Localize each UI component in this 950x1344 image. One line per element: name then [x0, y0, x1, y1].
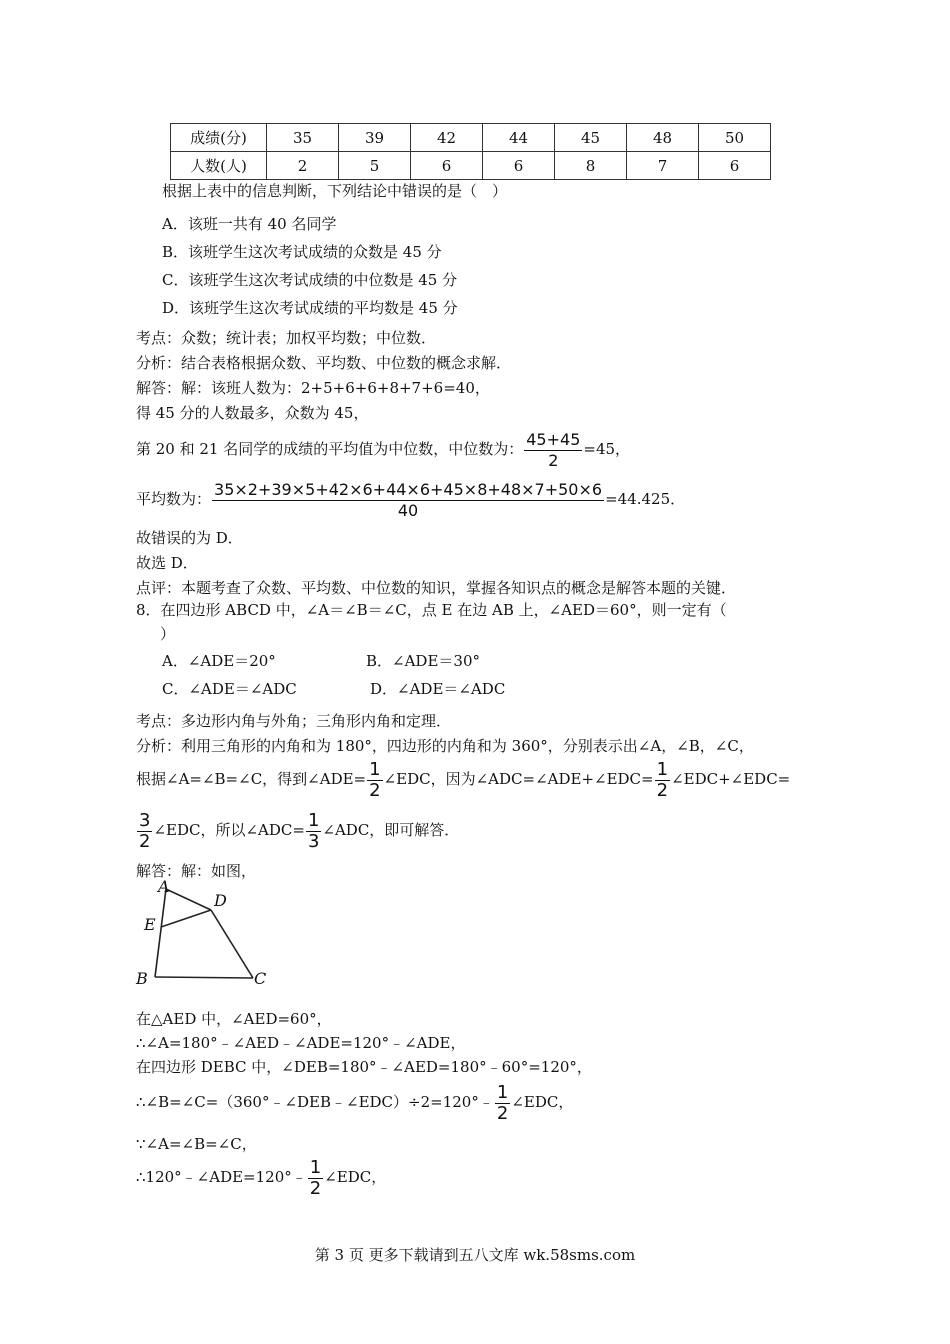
fraction-denominator: 2 [548, 450, 559, 470]
page-footer: 第 3 页 更多下载请到五八文库 wk.58sms.com [314, 1246, 636, 1264]
mean-result: =44.425． [605, 490, 686, 508]
table-cell: 7 [627, 152, 699, 180]
fraction-numerator: 1 [307, 809, 320, 831]
table-header-cell: 人数(人) [171, 152, 267, 180]
table-cell: 6 [699, 152, 771, 180]
fenxi-text: ∠EDC，所以∠ADC= [153, 821, 305, 839]
q8-step-3: 在四边形 DEBC 中，∠DEB=180°﹣∠AED=180°﹣60°=120°， [136, 1058, 592, 1076]
fraction-denominator: 2 [309, 1177, 322, 1199]
table-cell: 6 [411, 152, 483, 180]
fraction-numerator: 3 [139, 809, 151, 831]
half-fraction [495, 1083, 510, 1124]
fraction-numerator: 45+45 [526, 429, 581, 449]
q7-dianping: 点评：本题考查了众数、平均数、中位数的知识，掌握各知识点的概念是解答本题的关键． [136, 579, 737, 597]
q8-stem-line2: ） [160, 625, 176, 643]
edge-bc [155, 977, 253, 978]
half-fraction [367, 760, 382, 801]
q8-option-b: B．∠ADE＝30° [366, 652, 480, 670]
fenxi-text: ∠ADC，即可解答． [322, 821, 460, 839]
label-c: C [254, 969, 267, 988]
q8-fenxi-2 [136, 757, 790, 801]
q7-stem: 根据上表中的信息判断，下列结论中错误的是（ ） [162, 182, 508, 200]
q7-option-c: C．该班学生这次考试成绩的中位数是 45 分 [162, 271, 458, 289]
fraction-denominator: 2 [656, 779, 669, 801]
three-halves-fraction [137, 811, 152, 852]
q7-mean-line [136, 477, 685, 521]
table-cell: 44 [483, 124, 555, 152]
q8-step-2: ∴∠A=180°﹣∠AED﹣∠ADE=120°﹣∠ADE， [136, 1034, 466, 1052]
table-cell: 48 [627, 124, 699, 152]
table-cell: 42 [411, 124, 483, 152]
edge-ed [161, 910, 211, 927]
q7-choose: 故选 D． [136, 554, 198, 572]
q7-jieda-1: 解答：解：该班人数为：2+5+6+6+8+7+6=40， [136, 379, 490, 397]
step-text: ∴∠B=∠C=（360°﹣∠DEB﹣∠EDC）÷2=120°﹣ [136, 1093, 494, 1111]
q8-option-c: C．∠ADE＝∠ADC [162, 680, 297, 698]
half-fraction [655, 760, 670, 801]
label-e: E [144, 915, 156, 934]
q7-fenxi: 分析：结合表格根据众数、平均数、中位数的概念求解． [136, 354, 512, 372]
median-text: 第 20 和 21 名同学的成绩的平均值为中位数，中位数为： [136, 440, 524, 458]
fraction-denominator: 3 [307, 830, 320, 852]
fraction-denominator: 2 [496, 1102, 509, 1124]
fraction-numerator: 35×2+39×5+42×6+44×6+45×8+48×7+50×6 [214, 479, 603, 499]
fenxi-text: ∠EDC+∠EDC= [671, 770, 791, 788]
table-cell: 2 [267, 152, 339, 180]
mean-text: 平均数为： [136, 490, 212, 508]
fraction-denominator: 2 [139, 830, 151, 852]
table-cell: 50 [699, 124, 771, 152]
table-cell: 6 [483, 152, 555, 180]
fraction-numerator: 1 [496, 1081, 509, 1103]
q7-jieda-2: 得 45 分的人数最多，众数为 45， [136, 404, 369, 422]
label-a: A [158, 880, 170, 896]
step-text: ∠EDC， [324, 1168, 387, 1186]
median-result: =45， [583, 440, 631, 458]
score-table [170, 123, 771, 180]
table-row [171, 124, 771, 152]
table-cell: 45 [555, 124, 627, 152]
table-cell: 39 [339, 124, 411, 152]
table-header-cell: 成绩(分) [171, 124, 267, 152]
edge-ab [155, 889, 166, 977]
fraction-numerator: 1 [309, 1156, 322, 1178]
half-fraction [308, 1158, 323, 1199]
edge-ad [166, 889, 211, 910]
edge-dc [211, 910, 253, 978]
q8-step-1: 在△AED 中，∠AED=60°， [136, 1010, 332, 1028]
fraction-denominator: 2 [369, 779, 381, 801]
q8-fenxi-3 [136, 808, 459, 852]
q7-median-line [136, 427, 630, 471]
step-text: ∠EDC， [511, 1093, 574, 1111]
median-fraction [524, 430, 582, 471]
table-row [171, 152, 771, 180]
q8-step-4 [136, 1080, 573, 1124]
q8-jieda: 解答：解：如图， [136, 862, 257, 880]
table-cell: 8 [555, 152, 627, 180]
quadrilateral-figure [130, 880, 275, 990]
fraction-numerator: 1 [656, 758, 669, 780]
fenxi-text: 根据∠A=∠B=∠C，得到∠ADE= [136, 770, 367, 788]
q8-option-d: D．∠ADE＝∠ADC [370, 680, 506, 698]
q7-option-a: A．该班一共有 40 名同学 [162, 215, 337, 233]
fraction-numerator: 1 [369, 758, 381, 780]
table-cell: 5 [339, 152, 411, 180]
q8-option-a: A．∠ADE＝20° [162, 652, 276, 670]
fenxi-text: ∠EDC，因为∠ADC=∠ADE+∠EDC= [383, 770, 654, 788]
q7-option-b: B．该班学生这次考试成绩的众数是 45 分 [162, 243, 442, 261]
q7-kaodian: 考点：众数；统计表；加权平均数；中位数． [136, 329, 437, 347]
q7-wrong: 故错误的为 D． [136, 529, 243, 547]
fraction-denominator: 40 [397, 500, 419, 520]
mean-fraction [212, 480, 604, 521]
q8-step-6 [136, 1155, 386, 1199]
q8-stem-line1: 8．在四边形 ABCD 中，∠A＝∠B＝∠C，点 E 在边 AB 上，∠AED＝60°，则一定有（ [136, 601, 727, 619]
q8-fenxi-1: 分析：利用三角形的内角和为 180°，四边形的内角和为 360°，分别表示出∠A，∠B，∠C， [136, 737, 754, 755]
table-cell: 35 [267, 124, 339, 152]
q8-kaodian: 考点：多边形内角与外角；三角形内角和定理． [136, 712, 452, 730]
label-d: D [214, 891, 227, 910]
step-text: ∴120°﹣∠ADE=120°﹣ [136, 1168, 307, 1186]
q8-step-5: ∵∠A=∠B=∠C， [136, 1135, 257, 1153]
q7-option-d: D．该班学生这次考试成绩的平均数是 45 分 [162, 299, 458, 317]
third-fraction [306, 811, 321, 852]
label-b: B [136, 969, 148, 988]
